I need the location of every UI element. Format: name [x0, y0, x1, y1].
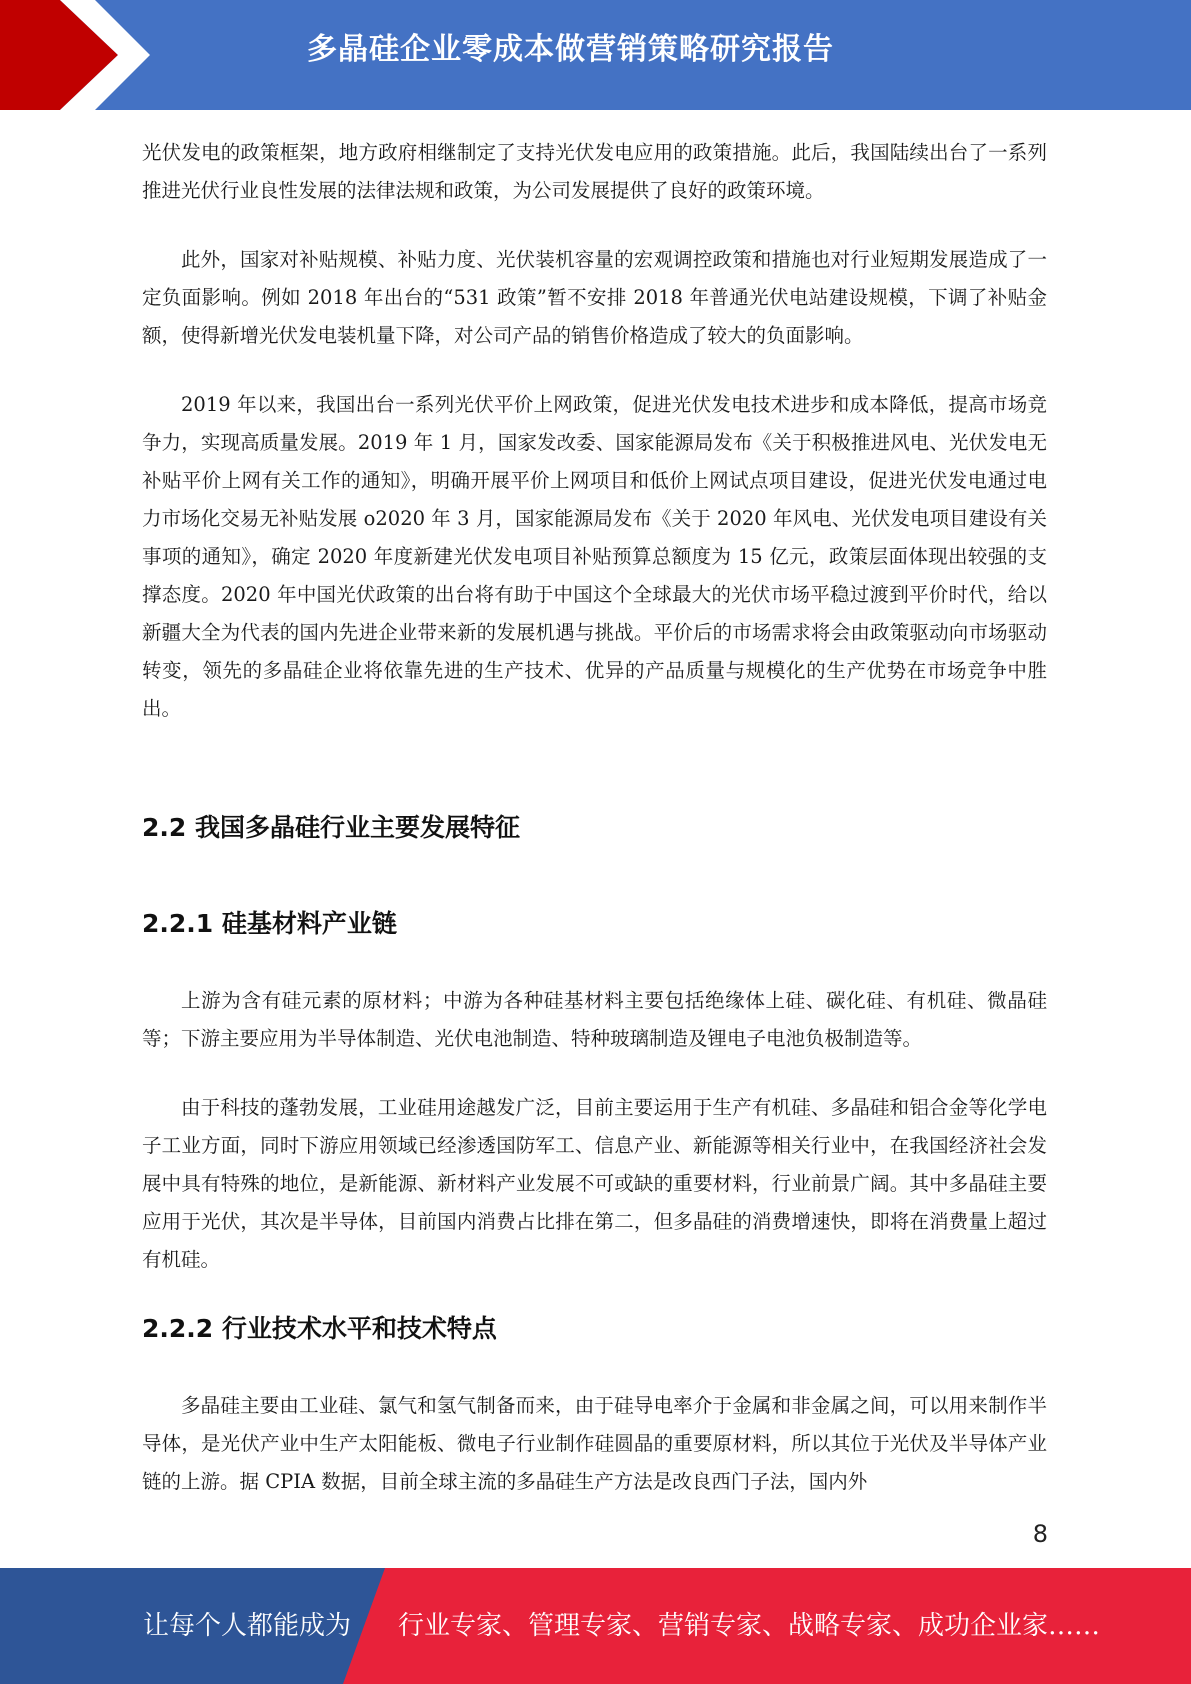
header-chevron-decoration — [0, 0, 160, 110]
page-number: 8 — [1032, 1520, 1048, 1548]
footer-slogan-left: 让每个人都能成为 — [143, 1611, 352, 1641]
paragraph-industrial-silicon-usage: 由于科技的蓬勃发展，工业硅用途越发广泛，目前主要运用于生产有机硅、多晶硅和铝合金等化学电子工业方面，同时下游应用领域已经渗透国防军工、信息产业、新能源等相关行业中，在我国经济社会发展中具有特殊的地位，是新能源、新材料产业发展不可或缺的重要材料，行业前景广阔。其中多晶硅主要应用于光伏，其次是半导体，目前国内消费占比排在第二，但多晶硅的消费增速快，即将在消费量上超过有机硅。 — [142, 1096, 1047, 1271]
page-footer — [0, 1568, 1191, 1684]
paragraph-grid-parity-policy: 2019 年以来，我国出台一系列光伏平价上网政策，促进光伏发电技术进步和成本降低，提高市场竞争力，实现高质量发展。2019 年 1 月，国家发改委、国家能源局发布《关于积极推进风电、光伏发电无补贴平价上网有关工作的通知》，明确开展平价上网项目和低价上网试点项目建设，促进光伏发电通过电力市场化交易无补贴发展 o2020 年 3 月，国家能源局发布《关于 2020 年风电、光伏发电项目建设有关事项的通知》，确定 2020 年度新建光伏发电项目补贴预算总额度为 15 亿元，政策层面体现出较强的支撑态度。2020 年中国光伏政策的出台将有助于中国这个全球最大的光伏市场平稳过渡到平价时代，给以新疆大全为代表的国内先进企业带来新的发展机遇与挑战。平价后的市场需求将会由政策驱动向市场驱动转变，领先的多晶硅企业将依靠先进的生产技术、优异的产品质量与规模化的生产优势在市场竞争中胜出。 — [142, 393, 1047, 720]
section-heading-2-2-2: 2.2.2 行业技术水平和技术特点 — [142, 1314, 497, 1343]
report-title: 多晶硅企业零成本做营销策略研究报告 — [307, 32, 834, 67]
page-body — [142, 134, 1047, 1532]
section-heading-2-2: 2.2 我国多晶硅行业主要发展特征 — [142, 813, 520, 842]
paragraph-policy-framework: 光伏发电的政策框架，地方政府相继制定了支持光伏发电应用的政策措施。此后，我国陆续出台了一系列推进光伏行业良性发展的法律法规和政策，为公司发展提供了良好的政策环境。 — [142, 141, 1047, 202]
paragraph-subsidy-impact: 此外，国家对补贴规模、补贴力度、光伏装机容量的宏观调控政策和措施也对行业短期发展造成了一定负面影响。例如 2018 年出台的“531 政策”暂不安排 2018 年普通光伏电站建设规模，下调了补贴金额，使得新增光伏发电装机量下降，对公司产品的销售价格造成了较大的负面影响。 — [142, 248, 1047, 347]
paragraph-technology-features: 多晶硅主要由工业硅、氯气和氢气制备而来，由于硅导电率介于金属和非金属之间，可以用来制作半导体，是光伏产业中生产太阳能板、微电子行业制作硅圆晶的重要原材料，所以其位于光伏及半导体产业链的上游。据 CPIA 数据，目前全球主流的多晶硅生产方法是改良西门子法，国内外 — [142, 1394, 1047, 1493]
paragraph-industry-chain: 上游为含有硅元素的原材料；中游为各种硅基材料主要包括绝缘体上硅、碳化硅、有机硅、微晶硅等；下游主要应用为半导体制造、光伏电池制造、特种玻璃制造及锂电子电池负极制造等。 — [142, 989, 1047, 1050]
page-header — [0, 0, 1191, 110]
footer-slogan-right: 行业专家、管理专家、营销专家、战略专家、成功企业家…… — [398, 1611, 1101, 1641]
section-heading-2-2-1: 2.2.1 硅基材料产业链 — [142, 909, 397, 938]
